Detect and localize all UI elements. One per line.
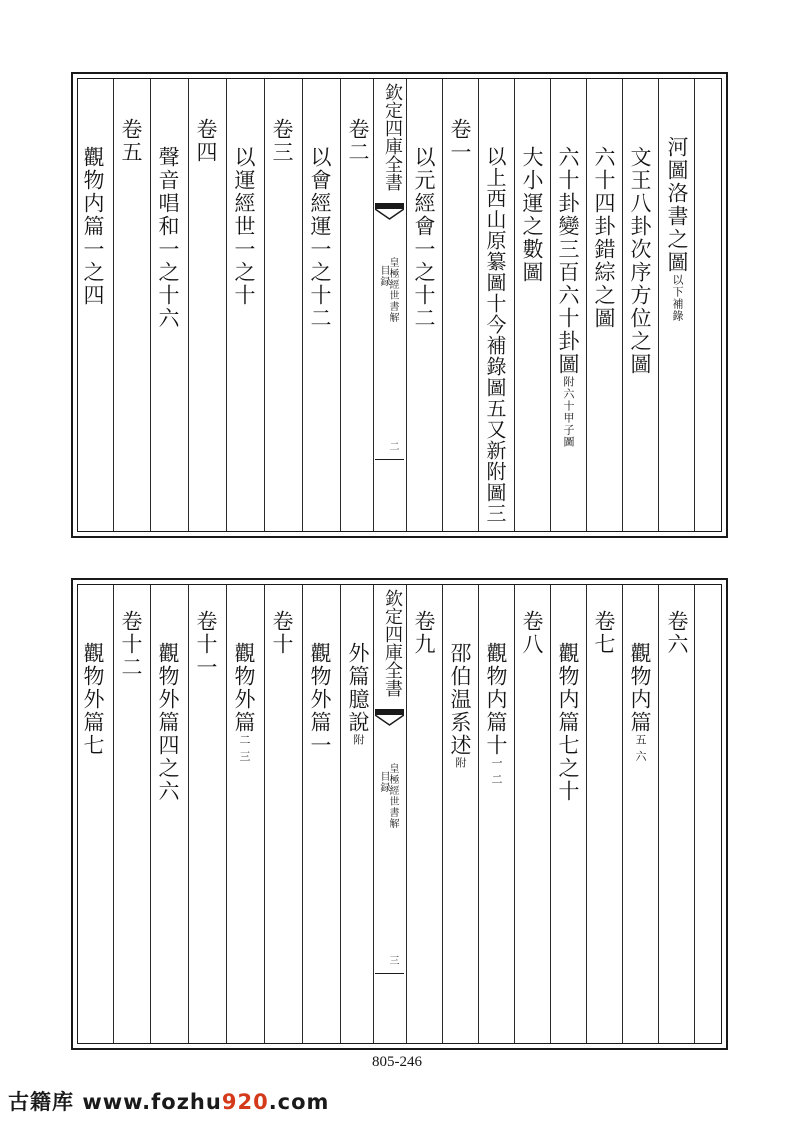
top-page-panel xyxy=(71,72,728,538)
toc-entry: 觀物外篇七 xyxy=(81,642,105,757)
column-rule xyxy=(150,585,151,1043)
center-spine xyxy=(373,585,406,1043)
column-rule xyxy=(622,585,623,1043)
column-rule xyxy=(442,79,443,531)
toc-entry: 以元經會一之十二 xyxy=(412,146,436,330)
toc-entry: 以運經世一之十 xyxy=(232,146,256,307)
toc-entry: 河圖洛書之圖以下補錄 xyxy=(665,136,689,322)
volume-heading: 卷十二 xyxy=(119,610,143,679)
toc-entry: 以上西山原纂圖十今補錄圖五又新附圖三 xyxy=(483,146,507,524)
strip-rule xyxy=(375,973,404,974)
column-rule xyxy=(694,79,695,531)
column-rule xyxy=(586,585,587,1043)
fishtail-mark-icon xyxy=(375,203,404,221)
column-rule xyxy=(478,79,479,531)
column-rule xyxy=(150,79,151,531)
column-rule xyxy=(188,585,189,1043)
toc-entry: 觀物内篇五 六 xyxy=(628,642,652,763)
column-rule xyxy=(188,79,189,531)
column-rule xyxy=(658,79,659,531)
volume-heading: 卷七 xyxy=(592,610,616,656)
volume-heading: 卷五 xyxy=(119,118,143,164)
volume-heading: 卷二 xyxy=(346,118,370,164)
column-rule xyxy=(340,79,341,531)
column-rule xyxy=(302,79,303,531)
toc-entry: 觀物内篇十一 二 xyxy=(484,642,508,786)
volume-heading: 卷四 xyxy=(194,118,218,164)
book-title: 皇極經世書解 xyxy=(387,763,398,829)
column-rule xyxy=(264,585,265,1043)
volume-heading: 卷三 xyxy=(270,118,294,164)
toc-entry: 聲音唱和一之十六 xyxy=(156,146,180,330)
column-rule xyxy=(340,585,341,1043)
toc-entry: 邵伯温系述附 xyxy=(448,642,472,769)
toc-entry: 六十四卦錯綜之圖 xyxy=(592,146,616,330)
column-rule xyxy=(514,585,515,1043)
column-rule xyxy=(442,585,443,1043)
split-note: 五 六 xyxy=(634,734,647,763)
volume-heading: 卷十 xyxy=(270,610,294,656)
toc-entry: 大小運之數圖 xyxy=(520,146,544,284)
page-number: 二 xyxy=(387,441,398,451)
column-rule xyxy=(406,585,407,1043)
watermark-url-suffix: .com xyxy=(268,1090,330,1114)
toc-entry: 外篇臆說附 xyxy=(346,642,370,746)
center-spine xyxy=(373,79,406,531)
split-note: 二 三 xyxy=(238,734,251,763)
column-rule xyxy=(550,79,551,531)
column-rule xyxy=(514,79,515,531)
column-rule xyxy=(478,585,479,1043)
column-rule xyxy=(264,79,265,531)
column-rule xyxy=(586,79,587,531)
watermark-url-prefix: www.fozhu xyxy=(82,1090,222,1114)
column-rule xyxy=(226,585,227,1043)
page-number: 三 xyxy=(387,955,398,965)
fishtail-mark-icon xyxy=(375,709,404,727)
column-rule xyxy=(658,585,659,1043)
toc-entry: 觀物外篇二 三 xyxy=(232,642,256,763)
section-label: 目録 xyxy=(378,265,389,287)
volume-heading: 卷六 xyxy=(665,610,689,656)
bottom-page-panel xyxy=(71,578,728,1050)
toc-entry: 以會經運一之十二 xyxy=(308,146,332,330)
toc-entry: 觀物外篇四之六 xyxy=(156,642,180,803)
site-watermark[interactable] xyxy=(8,1086,329,1116)
section-label: 目録 xyxy=(378,771,389,793)
column-rule xyxy=(302,585,303,1043)
toc-entry: 觀物外篇一 xyxy=(308,642,332,757)
book-title: 皇極經世書解 xyxy=(387,257,398,323)
column-rule xyxy=(550,585,551,1043)
toc-entry: 六十卦變三百六十卦圖附六十甲子圖 xyxy=(556,146,580,448)
volume-heading: 卷九 xyxy=(412,610,436,656)
column-rule xyxy=(406,79,407,531)
volume-heading: 卷八 xyxy=(520,610,544,656)
collection-title: 欽定四庫全書 xyxy=(382,589,403,697)
collection-title: 欽定四庫全書 xyxy=(382,83,403,191)
toc-entry: 觀物内篇七之十 xyxy=(556,642,580,803)
split-note: 一 二 xyxy=(490,757,503,786)
column-rule xyxy=(226,79,227,531)
column-rule xyxy=(622,79,623,531)
column-rule xyxy=(113,585,114,1043)
toc-entry: 觀物内篇一之四 xyxy=(81,146,105,307)
page-code: 805-246 xyxy=(372,1054,422,1070)
column-rule xyxy=(113,79,114,531)
volume-heading: 卷十一 xyxy=(194,610,218,679)
watermark-site-name: 古籍库 xyxy=(8,1090,74,1114)
volume-heading: 卷一 xyxy=(448,118,472,164)
strip-rule xyxy=(375,459,404,460)
toc-entry: 文王八卦次序方位之圖 xyxy=(628,146,652,376)
column-rule xyxy=(694,585,695,1043)
watermark-url-number: 920 xyxy=(221,1090,269,1114)
